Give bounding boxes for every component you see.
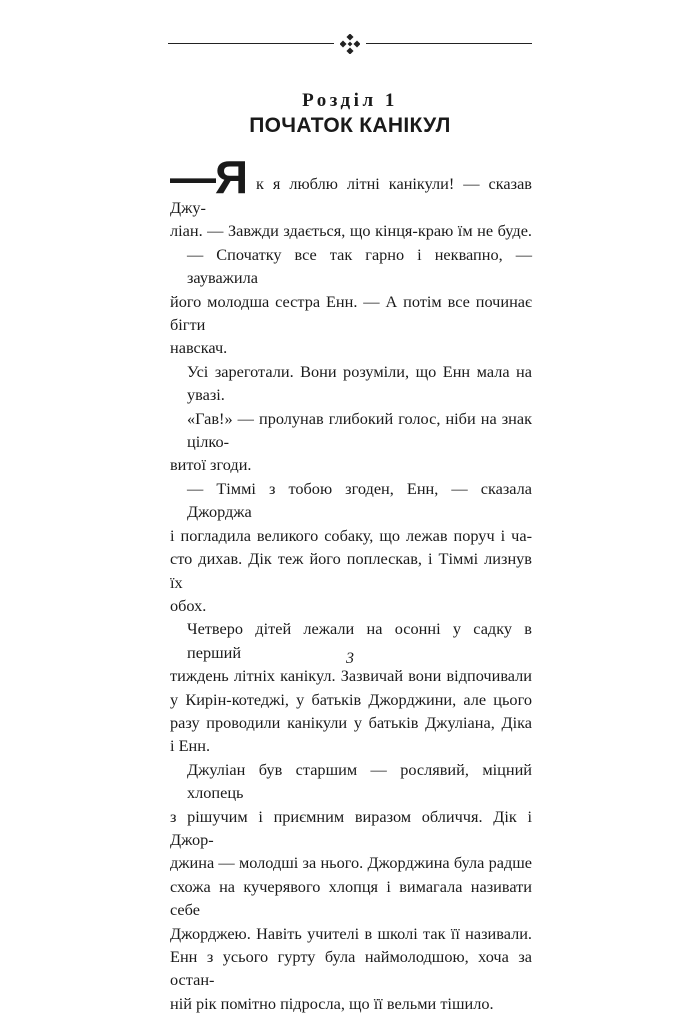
page-number: 3: [346, 650, 354, 667]
ornament-rule-left: [168, 43, 334, 44]
text-line: Джуліан був старшим — рослявий, міцний хлопець: [187, 759, 532, 803]
text-line: к я люблю літні канікули! — сказав Джу-: [170, 174, 532, 217]
text-line: «Гав!» — пролунав глибокий голос, ніби на знак цілко-: [187, 408, 532, 452]
text-line: тиждень літніх канікул. Зазвичай вони відпочивали: [170, 666, 532, 686]
text-line: обох.: [170, 595, 207, 615]
drop-cap-dash: —: [170, 151, 215, 203]
text-line: у Кирін-котеджі, у батьків Джорджини, але цього: [170, 689, 532, 709]
text-line: — Спочатку все так гарно і неквапно, — зауважила: [187, 244, 532, 288]
diamond-cluster-icon: [340, 34, 360, 54]
text-line: джина — молодші за нього. Джорджина була радше: [170, 853, 532, 873]
text-line: сто дихав. Дік теж його поплескав, і Тіммі лизнув їх: [170, 549, 532, 592]
text-line: Джорджею. Навіть учителі в школі так її називали.: [170, 923, 532, 943]
text-line: разу проводили канікули у батьків Джуліана, Діка: [170, 712, 532, 732]
text-line: схожа на кучерявого хлопця і вимагала називати себе: [170, 876, 532, 920]
header-ornament: [168, 34, 532, 54]
text-line: і Енн.: [170, 736, 211, 756]
ornament-rule-right: [366, 43, 532, 44]
chapter-label: Розділ 1: [302, 90, 398, 111]
text-line: Усі зареготали. Вони розуміли, що Енн мала на увазі.: [187, 361, 532, 405]
text-line: з рішучим і приємним виразом обличчя. Дік і Джор-: [170, 806, 532, 849]
drop-cap-letter: Я: [215, 151, 248, 203]
text-line: і погладила великого собаку, що лежав поруч і ча-: [170, 525, 532, 545]
text-line-first: [170, 150, 532, 219]
text-line: витої згоди.: [170, 455, 252, 475]
text-line: Енн з усього гурту була наймолодшою, хоча за остан-: [170, 947, 532, 990]
drop-cap: [170, 151, 248, 203]
text-line: його молодша сестра Енн. — А потім все починає бігти: [170, 291, 532, 335]
text-line: навскач.: [170, 338, 228, 358]
text-line: Четверо дітей лежали на осонні у садку в перший: [187, 619, 532, 662]
body-text: [170, 150, 532, 1015]
text-line: ліан. — Завжди здається, що кінця-краю їм не буде.: [170, 221, 532, 241]
text-line: ній рік помітно підросла, що її вельми тішило.: [170, 993, 494, 1013]
text-line: — Тіммі з тобою згоден, Енн, — сказала Джорджа: [187, 478, 532, 522]
chapter-title: ПОЧАТОК КАНІКУЛ: [249, 114, 451, 137]
